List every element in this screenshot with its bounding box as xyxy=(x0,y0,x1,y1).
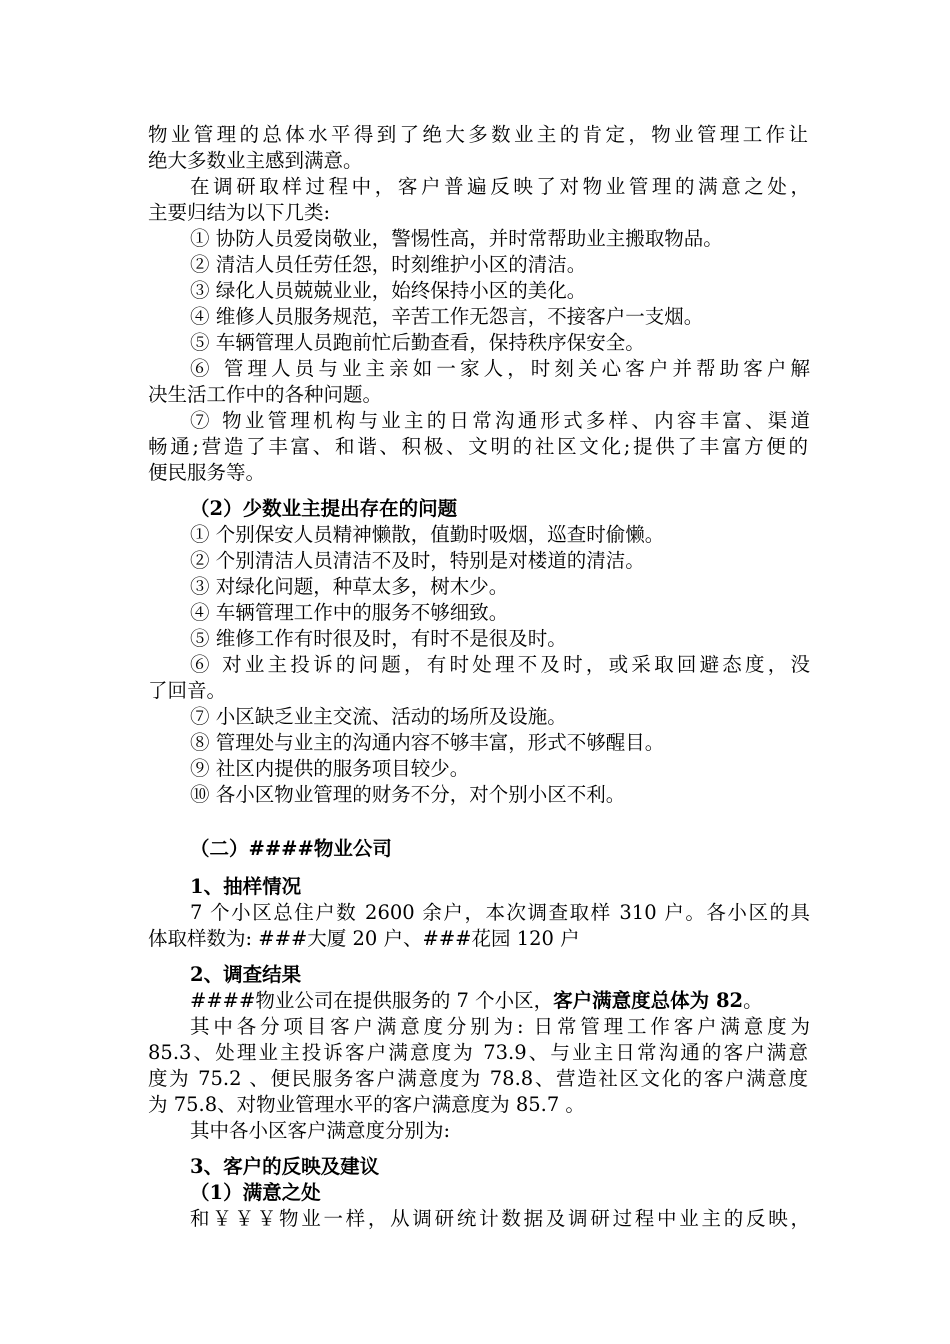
list-item: ① 个别保安人员精神懒散，值勤时吸烟，巡查时偷懒。 xyxy=(190,523,665,546)
subsection-heading: 2、调查结果 xyxy=(190,963,302,986)
paragraph-line: 体取样数为: ###大厦 20 户、###花园 120 户 xyxy=(148,927,580,950)
paragraph-line: 主要归结为以下几类: xyxy=(148,201,331,224)
paragraph-line: 物业管理的总体水平得到了绝大多数业主的肯定，物业管理工作让 xyxy=(148,123,808,146)
list-item: ⑦ 小区缺乏业主交流、活动的场所及设施。 xyxy=(190,705,567,728)
list-item: ⑥ 管理人员与业主亲如一家人，时刻关心客户并帮助客户解 xyxy=(190,357,810,380)
list-item-continuation: 了回音。 xyxy=(148,679,227,702)
paragraph-line: 和￥￥￥物业一样，从调研统计数据及调研过程中业主的反映， xyxy=(190,1207,810,1230)
paragraph-line: 绝大多数业主感到满意。 xyxy=(148,149,363,172)
subsection-heading: 3、客户的反映及建议 xyxy=(190,1155,380,1178)
list-item: ④ 车辆管理工作中的服务不够细致。 xyxy=(190,601,509,624)
list-item: ⑨ 社区内提供的服务项目较少。 xyxy=(190,757,470,780)
paragraph-line: 为 75.8、对物业管理水平的客户满意度为 85.7 。 xyxy=(148,1093,585,1116)
list-item-continuation: 决生活工作中的各种问题。 xyxy=(148,383,383,406)
paragraph-line: 其中各小区客户满意度分别为: xyxy=(190,1119,451,1142)
list-item: ③ 绿化人员兢兢业业，始终保持小区的美化。 xyxy=(190,279,587,302)
paragraph-line xyxy=(190,988,810,1014)
list-item: ⑩ 各小区物业管理的财务不分，对个别小区不利。 xyxy=(190,783,626,806)
list-item: ⑤ 维修工作有时很及时，有时不是很及时。 xyxy=(190,627,567,650)
subsection-heading: （1）满意之处 xyxy=(190,1181,321,1204)
section-heading: （2）少数业主提出存在的问题 xyxy=(190,497,458,520)
paragraph-line: 85.3、处理业主投诉客户满意度为 73.9、与业主日常沟通的客户满意 xyxy=(148,1041,808,1064)
list-item-continuation: 畅通;营造了丰富、和谐、积极、文明的社区文化;提供了丰富方便的 xyxy=(148,435,808,458)
section-heading: （二）####物业公司 xyxy=(190,837,392,860)
paragraph-line: 7 个小区总住户数 2600 余户，本次调查取样 310 户。各小区的具 xyxy=(190,901,810,924)
list-item: ③ 对绿化问题，种草太多，树木少。 xyxy=(190,575,509,598)
list-item: ① 协防人员爱岗敬业，警惕性高，并时常帮助业主搬取物品。 xyxy=(190,227,723,250)
paragraph-line: 在调研取样过程中，客户普遍反映了对物业管理的满意之处， xyxy=(190,175,810,198)
list-item: ⑤ 车辆管理人员跑前忙后勤查看，保持秩序保安全。 xyxy=(190,331,645,354)
paragraph-line: 度为 75.2 、便民服务客户满意度为 78.8、营造社区文化的客户满意度 xyxy=(148,1067,808,1090)
list-item-continuation: 便民服务等。 xyxy=(148,461,266,484)
overall-satisfaction: 客户满意度总体为 82 xyxy=(553,989,744,1012)
list-item: ④ 维修人员服务规范，辛苦工作无怨言，不接客户一支烟。 xyxy=(190,305,704,328)
list-item: ⑧ 管理处与业主的沟通内容不够丰富，形式不够醒目。 xyxy=(190,731,665,754)
results-text: ####物业公司在提供服务的 7 个小区， xyxy=(190,989,554,1012)
paragraph-line: 其中各分项目客户满意度分别为: 日常管理工作客户满意度为 xyxy=(190,1015,810,1038)
list-item: ② 个别清洁人员清洁不及时，特别是对楼道的清洁。 xyxy=(190,549,645,572)
period: 。 xyxy=(743,989,763,1012)
subsection-heading: 1、抽样情况 xyxy=(190,875,302,898)
list-item: ② 清洁人员任劳任怨，时刻维护小区的清洁。 xyxy=(190,253,587,276)
list-item: ⑥ 对业主投诉的问题，有时处理不及时，或采取回避态度，没 xyxy=(190,653,810,676)
list-item: ⑦ 物业管理机构与业主的日常沟通形式多样、内容丰富、渠道 xyxy=(190,409,810,432)
